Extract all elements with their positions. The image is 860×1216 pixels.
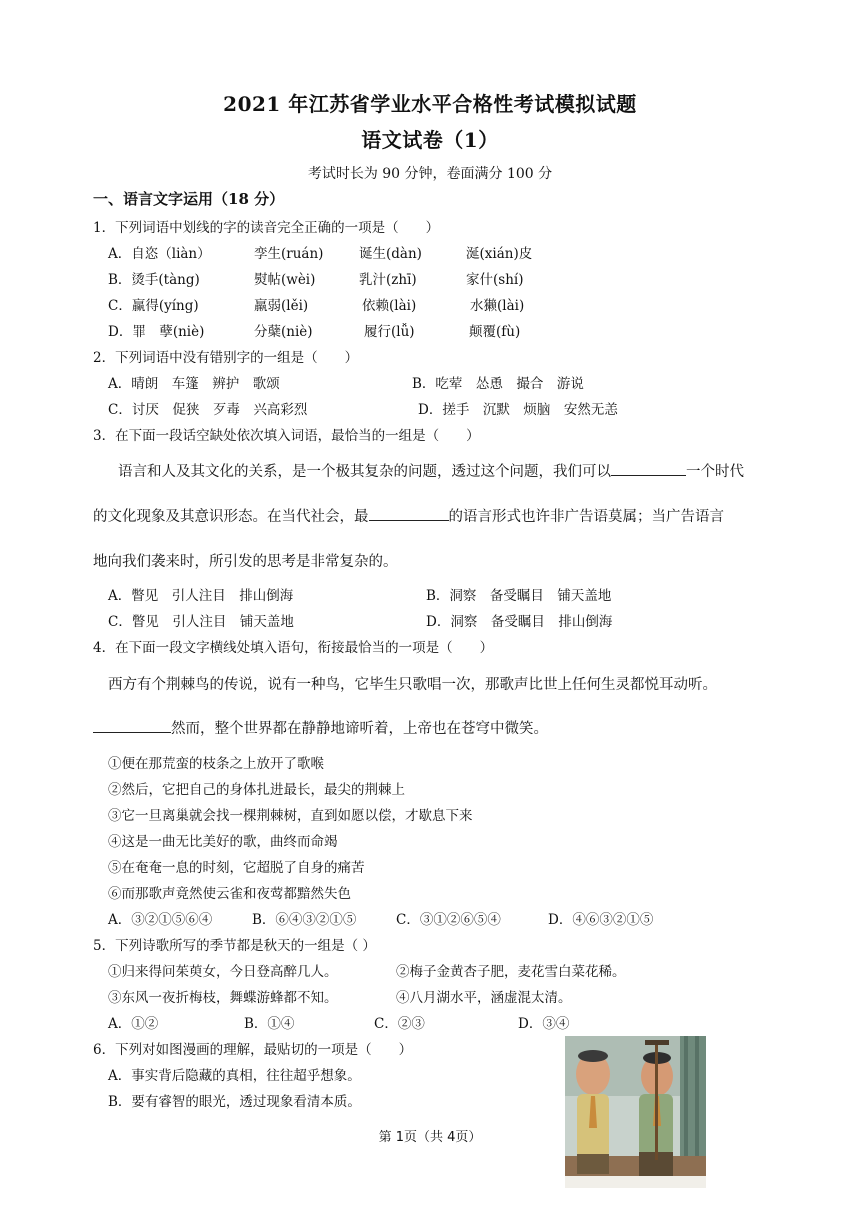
q5-option-d: D．③④ xyxy=(518,1016,570,1032)
answer-blank xyxy=(93,718,171,733)
q4-stem: 4．在下面一段文字横线处填入语句，衔接最恰当的一项是（ ） xyxy=(93,640,494,656)
q1-cell: 乳汁(zhī) xyxy=(359,272,417,288)
q1-cell: D．罪 孽(niè) xyxy=(108,324,205,340)
q3-passage-line xyxy=(118,460,744,481)
q3-option-d: D．洞察 备受瞩目 排山倒海 xyxy=(426,614,613,630)
q3-passage-text: 的语言形式也许非广告语莫属；当广告语言 xyxy=(448,509,724,525)
q1-cell: 依赖(lài) xyxy=(362,298,417,314)
q1-cell: 分蘖(niè) xyxy=(254,324,313,340)
q1-cell: 颠覆(fù) xyxy=(469,324,521,340)
q5-option-c: C．②③ xyxy=(374,1016,425,1032)
exam-subtitle: 语文试卷（1） xyxy=(361,128,499,152)
cartoon-illustration xyxy=(565,1036,706,1188)
q4-option-c: C．③①②⑥⑤④ xyxy=(396,912,501,928)
q1-cell: 熨帖(wèi) xyxy=(254,272,316,288)
q4-sentence: ④这是一曲无比美好的歌，曲终而命竭 xyxy=(108,834,338,850)
q2-option-d: D．搓手 沉默 烦脑 安然无恙 xyxy=(418,402,618,418)
q3-stem: 3．在下面一段话空缺处依次填入词语，最恰当的一组是（ ） xyxy=(93,428,480,444)
q3-passage-line xyxy=(93,505,724,526)
q2-option-c: C．讨厌 促狭 歹毒 兴高彩烈 xyxy=(108,402,308,418)
q5-poem-line: ②梅子金黄杏子肥，麦花雪白菜花稀。 xyxy=(396,964,626,980)
q4-sentence: ⑥而那歌声竟然使云雀和夜莺都黯然失色 xyxy=(108,886,351,902)
page-footer: 第 1页（共 4页） xyxy=(378,1130,482,1145)
q5-option-a: A．①② xyxy=(108,1016,159,1032)
q4-option-d: D．④⑥③②①⑤ xyxy=(548,912,654,928)
q1-cell: 羸弱(lěi) xyxy=(254,298,309,314)
q1-cell: B．烫手(tàng) xyxy=(108,272,200,288)
q2-option-b: B．吃荤 怂恿 撮合 游说 xyxy=(412,376,584,392)
answer-blank xyxy=(369,506,449,521)
q1-cell: A．自恣（liàn） xyxy=(108,246,211,262)
exam-title: 2021 年江苏省学业水平合格性考试模拟试题 xyxy=(223,92,637,116)
q2-stem: 2．下列词语中没有错别字的一组是（ ） xyxy=(93,350,359,366)
q4-sentence: ⑤在奄奄一息的时刻，它超脱了自身的痛苦 xyxy=(108,860,365,876)
q5-poem-line: ④八月湖水平，涵虚混太清。 xyxy=(396,990,572,1006)
q4-passage-text: 然而，整个世界都在静静地谛听着，上帝也在苍穹中微笑。 xyxy=(171,721,548,737)
q3-passage-text: 一个时代 xyxy=(686,464,744,480)
q2-option-a: A．晴朗 车篷 辨护 歌颂 xyxy=(108,376,280,392)
q1-cell: 涎(xián)皮 xyxy=(466,246,533,262)
q4-sentence: ③它一旦离巢就会找一棵荆棘树，直到如愿以偿，才歇息下来 xyxy=(108,808,473,824)
q5-stem: 5．下列诗歌所写的季节都是秋天的一组是（ ） xyxy=(93,938,376,954)
q5-poem-line: ③东风一夜折梅枝，舞蝶游蜂都不知。 xyxy=(108,990,338,1006)
q3-passage-text: 语言和人及其文化的关系，是一个极其复杂的问题，透过这个问题，我们可以 xyxy=(118,464,611,480)
q1-cell: 家什(shí) xyxy=(466,272,524,288)
q5-option-b: B．①④ xyxy=(244,1016,295,1032)
q4-passage-line: 西方有个荆棘鸟的传说，说有一种鸟，它毕生只歌唱一次，那歌声比世上任何生灵都悦耳动听。 xyxy=(108,677,717,693)
section-heading: 一、语言文字运用（18 分） xyxy=(93,190,285,208)
q1-cell: 诞生(dàn) xyxy=(359,246,422,262)
q1-cell: C．赢得(yíng) xyxy=(108,298,199,314)
q3-passage-line: 地向我们袭来时，所引发的思考是非常复杂的。 xyxy=(93,554,398,570)
q4-option-b: B．⑥④③②①⑤ xyxy=(252,912,357,928)
q1-cell: 水獭(lài) xyxy=(470,298,525,314)
q1-stem: 1．下列词语中划线的字的读音完全正确的一项是（ ） xyxy=(93,220,440,236)
q4-option-a: A．③②①⑤⑥④ xyxy=(108,912,213,928)
q3-passage-text: 的文化现象及其意识形态。在当代社会，最 xyxy=(93,509,369,525)
q4-passage-line xyxy=(93,717,548,738)
q4-sentence: ②然后，它把自己的身体扎进最长，最尖的荆棘上 xyxy=(108,782,405,798)
q6-option-b: B．要有睿智的眼光，透过现象看清本质。 xyxy=(108,1094,361,1110)
q1-cell: 履行(lǚ) xyxy=(364,324,415,340)
q5-poem-line: ①归来得问茱萸女，今日登高醉几人。 xyxy=(108,964,338,980)
q6-option-a: A．事实背后隐藏的真相，往往超乎想象。 xyxy=(108,1068,361,1084)
exam-info: 考试时长为 90 分钟，卷面满分 100 分 xyxy=(307,166,553,182)
q3-option-a: A．瞥见 引人注目 排山倒海 xyxy=(108,588,294,604)
q1-cell: 孪生(ruán) xyxy=(254,246,324,262)
answer-blank xyxy=(611,461,686,476)
cartoon-drawing xyxy=(565,1036,706,1188)
q3-option-b: B．洞察 备受瞩目 铺天盖地 xyxy=(426,588,612,604)
q6-stem: 6．下列对如图漫画的理解，最贴切的一项是（ ） xyxy=(93,1042,413,1058)
q4-sentence: ①便在那荒蛮的枝条之上放开了歌喉 xyxy=(108,756,324,772)
q3-option-c: C．瞥见 引人注目 铺天盖地 xyxy=(108,614,294,630)
